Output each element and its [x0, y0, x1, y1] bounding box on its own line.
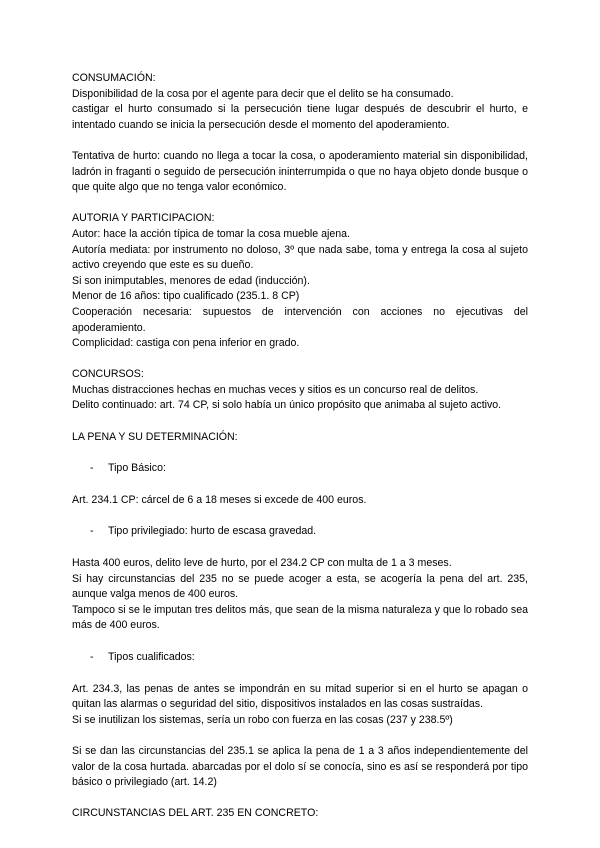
bullet-tipo-privilegiado: [72, 524, 528, 540]
heading-circunstancias: CIRCUNSTANCIAS DEL ART. 235 EN CONCRETO:: [72, 807, 319, 820]
privilegiado-paragraph-2: Si hay circunstancias del 235 no se puede acoger a esta, se acogería la pena del art. 235, aunque valga menos de 400 euros.: [72, 572, 528, 601]
spacer: [72, 508, 528, 524]
spacer: [72, 791, 528, 807]
bullet-dash: -: [90, 462, 94, 475]
autor-text: Autor: hace la acción típica de tomar la cosa mueble ajena.: [72, 227, 350, 240]
bullet-dash: -: [90, 651, 94, 663]
heading-autoria: AUTORIA Y PARTICIPACION:: [72, 212, 215, 225]
spacer: [72, 196, 528, 212]
menor-text: Menor de 16 años: tipo cualificado (235.1. 8 CP): [72, 290, 300, 303]
spacer: [72, 477, 528, 493]
bullet-tipos-cualificados: [72, 650, 528, 666]
bullet-label: Tipos cualificados:: [108, 651, 195, 663]
privilegiado-text-1: Hasta 400 euros, delito leve de hurto, por el 234.2 CP con multa de 1 a 3 meses.: [72, 557, 452, 570]
consumacion-definition: Disponibilidad de la cosa por el agente para decir que el delito se ha consumado.: [72, 87, 454, 100]
spacer: [72, 540, 528, 556]
cualificados-text-2: Si se inutilizan los sistemas, sería un robo con fuerza en las cosas (237 y 238.5º): [72, 713, 453, 726]
spacer: [72, 352, 528, 368]
spacer: [72, 666, 528, 682]
tentativa-paragraph: Tentativa de hurto: cuando no llega a tocar la cosa, o apoderamiento material sin disponibilidad, ladrón in fraganti o seguido de persecución ininterrumpida o que no haya objeto donde busque o que quite algo que no tenga valor económico.: [72, 149, 528, 194]
spacer: [72, 133, 528, 149]
spacer: [72, 414, 528, 430]
bullet-label: Tipo Básico:: [108, 462, 166, 475]
privilegiado-paragraph-3: Tampoco si se le imputan tres delitos más, que sean de la misma naturaleza y que lo robado sea más de 400 euros.: [72, 603, 528, 632]
document-body: [72, 71, 528, 822]
heading-pena: LA PENA Y SU DETERMINACIÓN:: [72, 430, 238, 443]
spacer: [72, 445, 528, 461]
cooperacion-paragraph: Cooperación necesaria: supuestos de intervención con acciones no ejecutivas del apoderamiento.: [72, 305, 528, 334]
bullet-label: Tipo privilegiado: hurto de escasa gravedad.: [108, 525, 317, 538]
inimputables-text: Si son inimputables, menores de edad (inducción).: [72, 274, 310, 287]
bullet-tipo-basico: [72, 461, 528, 477]
heading-concursos: CONCURSOS:: [72, 368, 144, 381]
bullet-dash: -: [90, 525, 94, 538]
delito-continuado-text: Delito continuado: art. 74 CP, si solo había un único propósito que animaba al sujeto activo.: [72, 399, 502, 412]
cualificados-paragraph-3: Si se dan las circunstancias del 235.1 se aplica la pena de 1 a 3 años independientemente del valor de la cosa hurtada. abarcadas por el dolo sí se conocía, sino es así se responderá por tipo básico o privilegiado (art. 14.2): [72, 744, 528, 789]
cualificados-paragraph-1: Art. 234.3, las penas de antes se impondrán en su mitad superior si en el hurto se apagan o quitan las alarmas o seguridad del sitio, dispositivos instalados en las cosas sustraídas.: [72, 682, 528, 711]
autoria-mediata-paragraph: Autoría mediata: por instrumento no doloso, 3º que nada sabe, toma y entrega la cosa al sujeto activo creyendo que este es su dueño.: [72, 243, 528, 272]
concurso-real-text: Muchas distracciones hechas en muchas veces y sitios es un concurso real de delitos.: [72, 383, 479, 396]
heading-consumacion: CONSUMACIÓN:: [72, 72, 156, 84]
spacer: [72, 728, 528, 744]
tipo-basico-text: Art. 234.1 CP: cárcel de 6 a 18 meses si excede de 400 euros.: [72, 493, 367, 506]
complicidad-text: Complicidad: castiga con pena inferior en grado.: [72, 337, 300, 350]
spacer: [72, 634, 528, 650]
consumacion-paragraph: castigar el hurto consumado si la persecución tiene lugar después de descubrir el hurto, e intentado cuando se inicia la persecución desde el momento del apoderamiento.: [72, 103, 528, 131]
